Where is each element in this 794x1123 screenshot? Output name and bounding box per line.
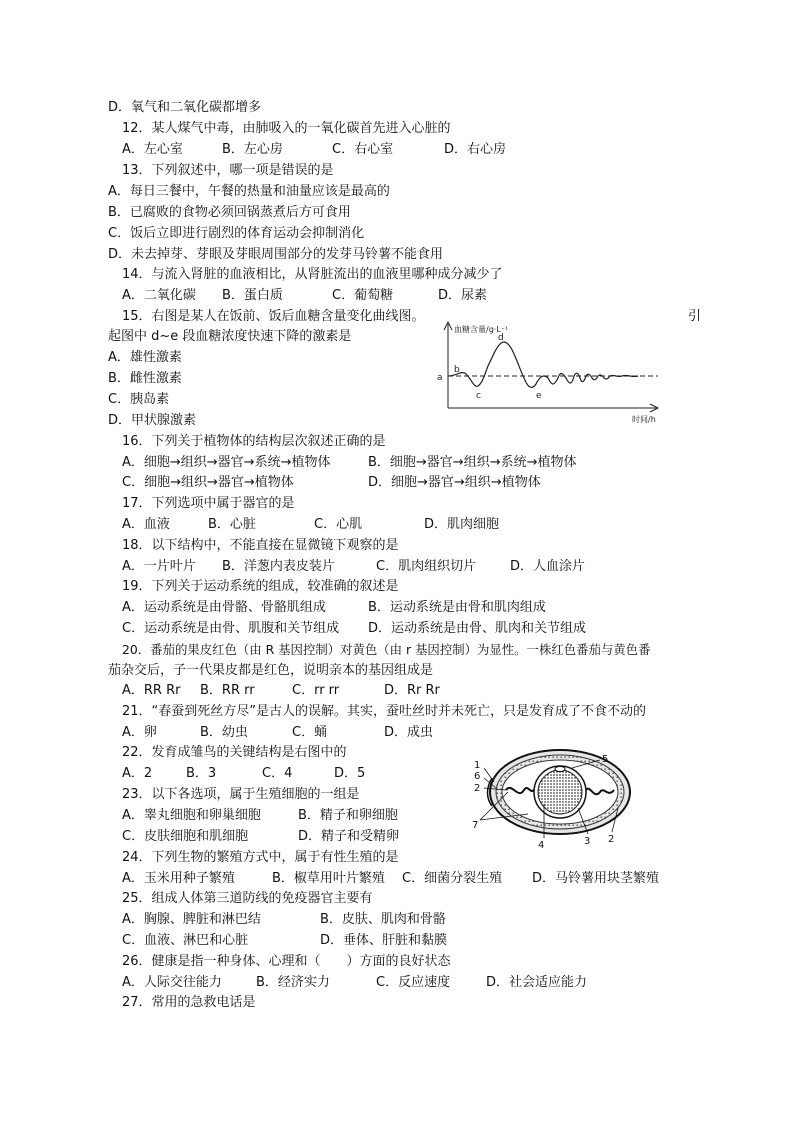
egg-label-2-left: 2: [474, 783, 481, 794]
q26-option-b: B．经济实力: [256, 975, 330, 990]
q17-stem: 17．下列选项中属于器官的是: [122, 496, 295, 511]
point-label-b: b: [454, 365, 460, 375]
q20-stem-b: 茄杂交后，子一代果皮都是红色，说明亲本的基因组成是: [108, 663, 434, 678]
q15-stem-tail: 引: [688, 309, 702, 324]
q16-stem: 16．下列关于植物体的结构层次叙述正确的是: [122, 434, 386, 449]
q15-option-b: B．雌性激素: [108, 371, 182, 386]
egg-label-3: 3: [584, 836, 591, 847]
q21-option-c: C．蛹: [292, 725, 328, 740]
q17-option-a: A．血液: [122, 517, 170, 532]
q26-option-d: D．社会适应能力: [486, 975, 588, 990]
q19-option-c: C．运动系统是由骨、肌腹和关节组成: [122, 621, 340, 636]
q15-stem-a: 15．右图是某人在饭前、饭后血糖含量变化曲线图。: [122, 309, 425, 324]
glucose-curve: [448, 342, 638, 387]
q25-option-d: D．垂体、肝脏和黏膜: [320, 933, 448, 948]
q23-option-a: A．睾丸细胞和卵巢细胞: [122, 808, 261, 823]
q16-option-d: D．细胞→器官→组织→植物体: [368, 475, 541, 490]
q18-option-b: B．洋葱内表皮装片: [222, 559, 335, 574]
q15-option-d: D．甲状腺激素: [108, 413, 197, 428]
egg-label-7: 7: [472, 820, 479, 831]
q24-option-a: A．玉米用种子繁殖: [122, 871, 235, 886]
q14-option-a: A．二氧化碳: [122, 288, 196, 303]
q14-option-b: B．蛋白质: [222, 288, 283, 303]
point-label-e: e: [536, 391, 542, 401]
q15-option-a: A．雄性激素: [108, 350, 182, 365]
point-label-d: d: [498, 333, 504, 343]
q20-option-c: C．rr rr: [292, 683, 340, 698]
egg-label-4: 4: [538, 840, 545, 851]
q19-stem: 19．下列关于运动系统的组成，较准确的叙述是: [122, 579, 399, 594]
q18-option-a: A．一片叶片: [122, 559, 196, 574]
q21-stem: 21．“春蚕到死丝方尽”是古人的误解。其实，蚕吐丝时并未死亡，只是发育成了不食不动的: [122, 704, 647, 719]
q21-option-a: A．卵: [122, 725, 157, 740]
point-label-c: c: [476, 391, 481, 401]
q22-option-b: B．3: [186, 766, 217, 781]
q13-option-a: A．每日三餐中，午餐的热量和油量应该是最高的: [108, 184, 390, 199]
q23-option-c: C．皮肤细胞和肌细胞: [122, 829, 249, 844]
q22-option-c: C．4: [262, 766, 293, 781]
q21-option-b: B．幼虫: [200, 725, 248, 740]
q11-option-d: D．氧气和二氧化碳都增多: [108, 100, 262, 115]
q12-option-d: D．右心房: [444, 142, 507, 157]
q18-stem: 18．以下结构中，不能直接在显微镜下观察的是: [122, 538, 399, 553]
egg-label-5: 5: [602, 754, 609, 765]
q16-option-a: A．细胞→组织→器官→系统→植物体: [122, 455, 331, 470]
q16-option-c: C．细胞→组织→器官→植物体: [122, 475, 294, 490]
q12-option-b: B．左心房: [222, 142, 283, 157]
q12-stem: 12．某人煤气中毒，由肺吸入的一氧化碳首先进入心脏的: [122, 121, 451, 136]
q24-option-b: B．椒草用叶片繁殖: [272, 871, 385, 886]
q24-option-c: C．细菌分裂生殖: [402, 871, 503, 886]
x-axis-label: 时间/h: [632, 415, 656, 424]
q14-stem: 14．与流入肾脏的血液相比，从肾脏流出的血液里哪种成分减少了: [122, 267, 503, 282]
q17-option-b: B．心脏: [208, 517, 256, 532]
egg-label-6: 6: [474, 771, 481, 782]
egg-label-1: 1: [474, 760, 481, 771]
point-label-a: a: [437, 373, 443, 383]
q22-option-d: D．5: [334, 766, 366, 781]
q15-stem-b: 起图中 d~e 段血糖浓度快速下降的激素是: [108, 329, 352, 344]
q13-stem: 13．下列叙述中，哪一项是错误的是: [122, 163, 334, 178]
egg-label-2-right: 2: [608, 834, 615, 845]
q16-option-b: B．细胞→器官→组织→系统→植物体: [368, 455, 577, 470]
egg-structure-figure: [472, 744, 638, 854]
q23-option-b: B．精子和卵细胞: [298, 808, 398, 823]
q18-option-d: D．人血涂片: [510, 559, 586, 574]
q24-option-d: D．马铃薯用块茎繁殖: [532, 871, 660, 886]
q12-option-a: A．左心室: [122, 142, 183, 157]
q26-stem: 26．健康是指一种身体、心理和（ ）方面的良好状态: [122, 954, 451, 969]
y-axis-label: 血糖含量/g·L⁻¹: [454, 325, 509, 334]
q12-option-c: C．右心室: [332, 142, 394, 157]
q17-option-d: D．肌肉细胞: [424, 517, 500, 532]
q19-option-d: D．运动系统是由骨、肌肉和关节组成: [368, 621, 587, 636]
q20-option-a: A．RR Rr: [122, 683, 181, 698]
q20-option-d: D．Rr Rr: [384, 683, 440, 698]
q19-option-a: A．运动系统是由骨骼、骨骼肌组成: [122, 600, 326, 615]
q19-option-b: B．运动系统是由骨和肌肉组成: [368, 600, 546, 615]
germinal-disc: [555, 767, 565, 772]
q14-option-c: C．葡萄糖: [332, 288, 394, 303]
q23-stem: 23．以下各选项，属于生殖细胞的一组是: [122, 787, 360, 802]
q26-option-a: A．人际交往能力: [122, 975, 222, 990]
q13-option-c: C．饭后立即进行剧烈的体育运动会抑制消化: [108, 226, 365, 241]
q23-option-d: D．精子和受精卵: [298, 829, 400, 844]
q22-option-a: A．2: [122, 766, 153, 781]
q25-stem: 25．组成人体第三道防线的免疫器官主要有: [122, 891, 373, 906]
q21-option-d: D．成虫: [384, 725, 434, 740]
q25-option-c: C．血液、淋巴和心脏: [122, 933, 249, 948]
q24-stem: 24．下列生物的繁殖方式中，属于有性生殖的是: [122, 850, 399, 865]
glucose-curve-figure: [432, 318, 672, 430]
q15-option-c: C．胰岛素: [108, 392, 170, 407]
yolk: [538, 770, 582, 814]
q26-option-c: C．反应速度: [376, 975, 451, 990]
q17-option-c: C．心肌: [314, 517, 363, 532]
q25-option-b: B．皮肤、肌肉和骨骼: [320, 912, 446, 927]
q20-stem-a: 20．番茄的果皮红色（由 R 基因控制）对黄色（由 r 基因控制）为显性。一株红色番茄与黄色番: [122, 642, 651, 657]
q22-stem: 22．发育成雏鸟的关键结构是右图中的: [122, 745, 347, 760]
q25-option-a: A．胸腺、脾脏和淋巴结: [122, 912, 261, 927]
q13-option-b: B．已腐败的食物必须回锅蒸煮后方可食用: [108, 205, 351, 220]
q13-option-d: D．未去掉芽、芽眼及芽眼周围部分的发芽马铃薯不能食用: [108, 247, 444, 262]
q20-option-b: B．RR rr: [200, 683, 255, 698]
q18-option-c: C．肌肉组织切片: [376, 559, 477, 574]
q14-option-d: D．尿素: [438, 288, 488, 303]
q27-stem: 27．常用的急救电话是: [122, 995, 256, 1010]
